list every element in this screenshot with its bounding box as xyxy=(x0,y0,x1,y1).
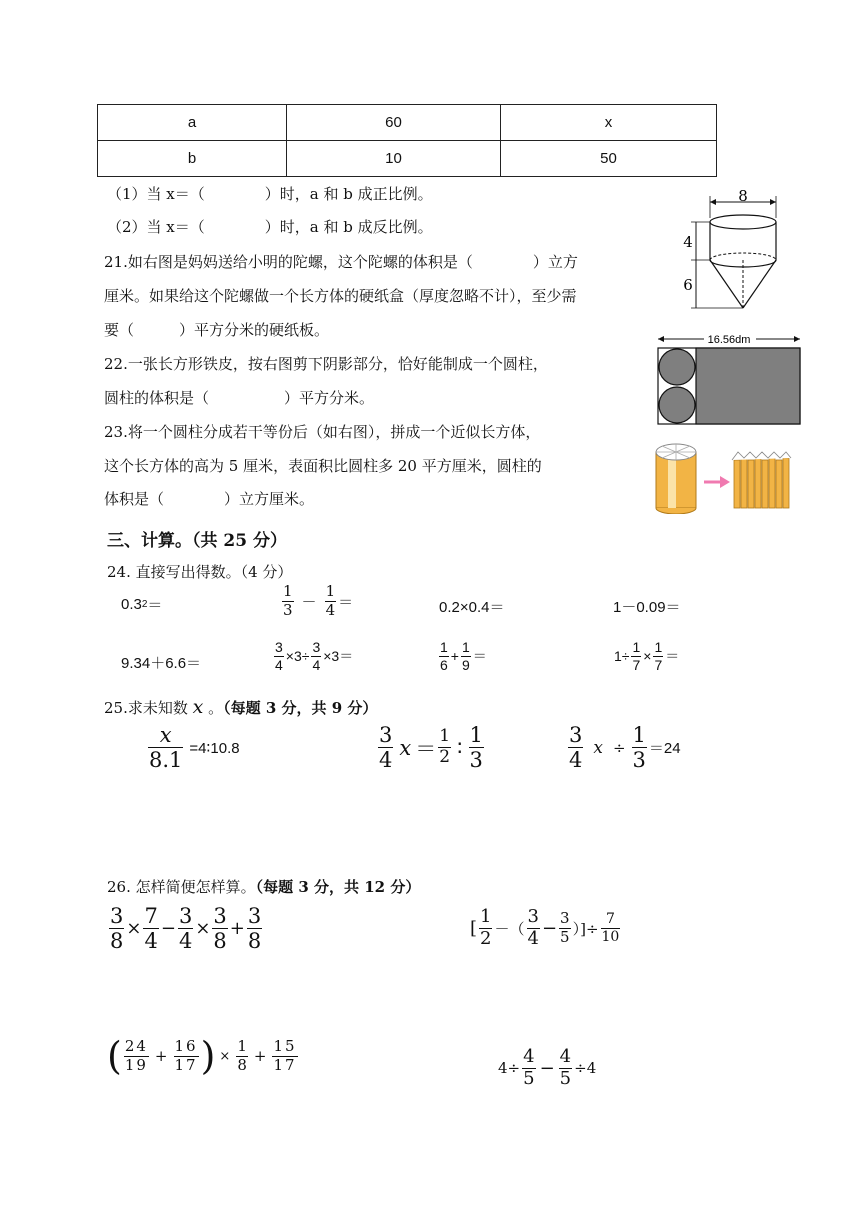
fraction: $\frac{1}{8}$ xyxy=(237,1036,247,1074)
fraction: $\frac{3}{4}$ xyxy=(379,723,393,773)
q24-b: $\frac{1}{3}$ － $\frac{1}{4}$ ＝ xyxy=(283,582,354,619)
table-cell: 60 xyxy=(287,105,501,141)
fraction: $\frac{1}{9}$ xyxy=(461,639,470,673)
q26-b: [ $\frac{1}{2}$ －（ $\frac{3}{4}$ − $\frac{3}{5}$ ）]÷ $\frac{7}{10}$ xyxy=(470,906,620,949)
value-table xyxy=(97,104,717,177)
fraction: $\frac{1}{3}$ xyxy=(283,582,293,619)
q26-c: ( $\frac{24}{19}$ + $\frac{16}{17}$ ) × $\frac{1}{8}$ + $\frac{15}{17}$ xyxy=(107,1034,297,1078)
q24-title: 24. 直接写出得数。（4 分） xyxy=(107,563,293,581)
fraction: $\frac{1}{4}$ xyxy=(325,582,336,619)
fraction: $\frac{3}{4}$ xyxy=(569,723,583,773)
fig-top-label: 8 xyxy=(738,190,748,205)
table-row xyxy=(98,105,717,141)
fig-mid-label: 4 xyxy=(683,233,693,251)
fraction: $\frac{1}{7}$ xyxy=(632,639,641,673)
fraction: $\frac{1}{7}$ xyxy=(654,639,663,673)
fraction: $\frac{x}{8.1}$ xyxy=(149,723,183,773)
q24-a-base: 0.3 xyxy=(121,596,142,613)
table-cell: x xyxy=(501,105,717,141)
q20-sub2: （2）当 x＝（ ）时，a 和 b 成反比例。 xyxy=(107,218,433,236)
fraction: $\frac{1}{2}$ xyxy=(439,726,451,768)
q25-b: $\frac{3}{4}$ x ＝ $\frac{1}{2}$ ∶ $\frac{1}{3}$ xyxy=(379,723,483,773)
fraction: $\frac{3}{4}$ xyxy=(178,904,193,954)
q26-title: 26. 怎样简便怎样算。（每题 3 分，共 12 分） xyxy=(107,878,421,896)
section3-title: 三、计算。（共 25 分） xyxy=(107,531,287,551)
fraction: $\frac{7}{4}$ xyxy=(144,904,158,954)
fraction: $\frac{15}{17}$ xyxy=(273,1036,297,1074)
table-cell: b xyxy=(98,141,287,177)
fraction: $\frac{24}{19}$ xyxy=(124,1036,148,1074)
table-cell: 10 xyxy=(287,141,501,177)
fraction: $\frac{3}{5}$ xyxy=(560,909,570,946)
q23-line1: 23.将一个圆柱分成若干等份后（如右图），拼成一个近似长方体， xyxy=(104,423,541,441)
fraction: $\frac{4}{5}$ xyxy=(559,1046,572,1089)
q24-f: $\frac{3}{4}$ ×3÷ $\frac{3}{4}$ ×3＝ xyxy=(275,639,354,673)
q21-line1: 21.如右图是妈妈送给小明的陀螺，这个陀螺的体积是（ ）立方 xyxy=(104,253,578,271)
q24-a xyxy=(121,594,162,615)
q25-a: $\frac{x}{8.1}$ =4∶10.8 xyxy=(149,723,240,773)
fraction: $\frac{3}{8}$ xyxy=(110,904,124,954)
q21-line3: 要（ ）平方分米的硬纸板。 xyxy=(104,321,330,339)
q24-a-eq: ＝ xyxy=(147,597,163,614)
fraction: $\frac{3}{4}$ xyxy=(275,639,283,673)
q22-line2: 圆柱的体积是（ ）平方分米。 xyxy=(104,389,375,407)
q24-e: 9.34＋6.6＝ xyxy=(121,655,202,672)
q25-title: 25.求未知数 x 。（每题 3 分，共 9 分） xyxy=(104,696,378,718)
cylinder-to-cuboid-figure xyxy=(650,440,810,514)
fig-bottom-label: 6 xyxy=(683,276,693,294)
fraction: $\frac{3}{8}$ xyxy=(213,904,227,954)
q23-line3: 体积是（ ）立方厘米。 xyxy=(104,490,315,508)
fraction: $\frac{16}{17}$ xyxy=(174,1036,198,1074)
fraction: $\frac{1}{3}$ xyxy=(469,723,483,773)
iron-sheet-figure xyxy=(652,330,807,428)
q24-a-exp: 2 xyxy=(141,599,148,610)
fraction: $\frac{3}{4}$ xyxy=(527,906,539,949)
fraction: $\frac{4}{5}$ xyxy=(523,1046,535,1089)
q22-line1: 22.一张长方形铁皮，按右图剪下阴影部分，恰好能制成一个圆柱， xyxy=(104,355,548,373)
table-cell: a xyxy=(98,105,287,141)
fraction: $\frac{3}{4}$ xyxy=(312,639,321,673)
q26-d: 4÷ $\frac{4}{5}$ − $\frac{4}{5}$ ÷4 xyxy=(498,1046,597,1089)
q24-c: 0.2×0.4＝ xyxy=(439,599,505,616)
variable-x: x xyxy=(192,696,204,718)
q24-h: 1÷ $\frac{1}{7}$ × $\frac{1}{7}$ ＝ xyxy=(614,639,680,673)
q20-sub1: （1）当 x＝（ ）时，a 和 b 成正比例。 xyxy=(107,185,433,203)
q23-line2: 这个长方体的高为 5 厘米，表面积比圆柱多 20 平方厘米，圆柱的 xyxy=(104,457,542,475)
fraction: $\frac{1}{3}$ xyxy=(632,723,646,773)
q26-a: $\frac{3}{8}$ × $\frac{7}{4}$ − $\frac{3}{4}$ × $\frac{3}{8}$ + $\frac{3}{8}$ xyxy=(110,904,262,954)
q25-c: $\frac{3}{4}$ x ÷ $\frac{1}{3}$ ＝24 xyxy=(569,723,681,773)
fraction: $\frac{1}{6}$ xyxy=(440,639,448,673)
fraction: $\frac{1}{2}$ xyxy=(480,906,492,949)
q24-d: 1－0.09＝ xyxy=(613,599,681,616)
spinning-top-figure xyxy=(672,190,787,320)
table-row xyxy=(98,141,717,177)
fraction: $\frac{7}{10}$ xyxy=(601,911,620,945)
fraction: $\frac{3}{8}$ xyxy=(247,904,262,954)
fig-width-label: 16.56dm xyxy=(707,334,751,346)
table-cell: 50 xyxy=(501,141,717,177)
q24-g: $\frac{1}{6}$ + $\frac{1}{9}$ ＝ xyxy=(440,639,487,673)
q21-line2: 厘米。如果给这个陀螺做一个长方体的硬纸盒（厚度忽略不计），至少需 xyxy=(104,287,577,305)
